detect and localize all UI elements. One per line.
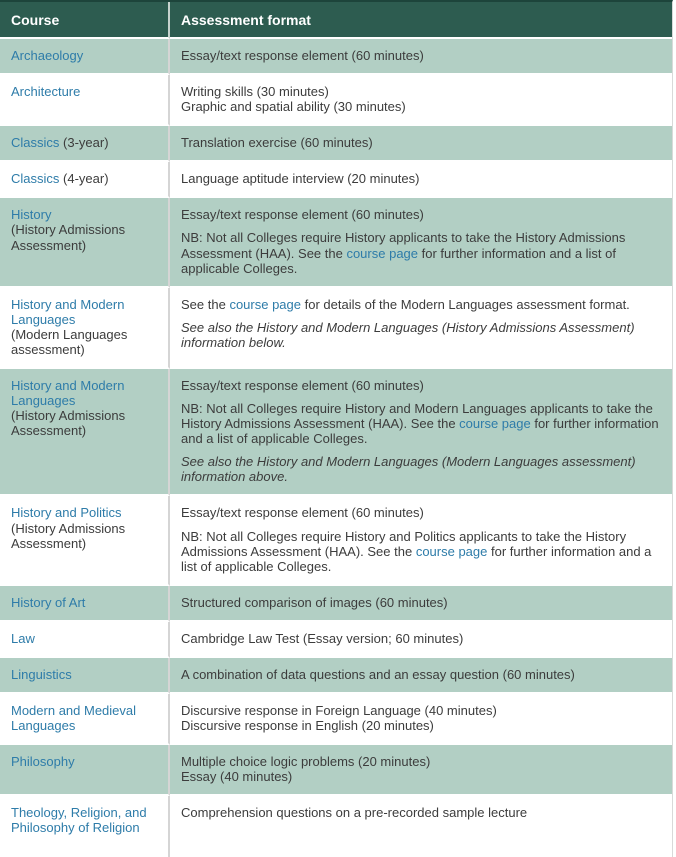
- format-text: Cambridge Law Test (Essay version; 60 minutes): [181, 630, 464, 646]
- table-row-philosophy: [0, 745, 672, 796]
- format-cell: [170, 126, 672, 162]
- course-page-link[interactable]: course page: [415, 543, 488, 559]
- course-cell: [0, 496, 170, 585]
- course-suffix: (4-year): [59, 171, 109, 187]
- course-link-archaeology[interactable]: Archaeology: [11, 48, 84, 63]
- course-suffix: (3-year): [59, 135, 109, 151]
- table-row-hml-modern-languages: [0, 288, 672, 369]
- assessment-table: [0, 2, 672, 857]
- format-text: A combination of data questions and an essay question (60 minutes): [181, 666, 575, 682]
- format-cell: [170, 162, 672, 198]
- course-cell: [0, 126, 170, 162]
- see-also-note: See also the History and Modern Languages (History Admissions Assessment) information below.: [181, 319, 635, 350]
- format-nb-text: [181, 401, 662, 446]
- format-text: Essay/text response element (60 minutes): [181, 505, 424, 521]
- format-cell: [170, 796, 672, 857]
- nb-text-after: for further information and a list of applicable Colleges.: [181, 245, 616, 276]
- table-row-theology: [0, 796, 672, 857]
- course-link-history-modern-languages[interactable]: History and Modern Languages: [11, 296, 125, 327]
- format-line-1: Writing skills (30 minutes): [181, 84, 329, 100]
- course-note: (History Admissions Assessment): [11, 408, 126, 439]
- course-cell: [0, 694, 170, 745]
- format-line-2: Discursive response in English (20 minutes): [181, 718, 434, 734]
- course-cell: [0, 796, 170, 857]
- course-link-history-of-art[interactable]: History of Art: [11, 594, 86, 610]
- course-page-link[interactable]: course page: [346, 245, 419, 261]
- format-line-1: Discursive response in Foreign Language (40 minutes): [181, 703, 497, 719]
- table-row-hml-haa: [0, 369, 672, 496]
- course-link-theology[interactable]: Theology, Religion, and Philosophy of Religion: [11, 805, 147, 836]
- format-cell: [170, 369, 672, 496]
- course-note: (Modern Languages assessment): [11, 326, 128, 357]
- course-link-philosophy[interactable]: Philosophy: [11, 754, 75, 770]
- course-link-linguistics[interactable]: Linguistics: [11, 666, 72, 682]
- format-cell: [170, 288, 672, 369]
- format-cell: [170, 75, 672, 126]
- course-link-law[interactable]: Law: [11, 630, 35, 646]
- table-row-classics-4yr: [0, 162, 672, 198]
- course-cell: [0, 162, 170, 198]
- course-note: (History Admissions Assessment): [11, 222, 126, 253]
- course-cell: [0, 622, 170, 658]
- nb-text-before: NB: Not all Colleges require History and Politics applicants to take the History Admissions Assessment (HAA). See the: [181, 528, 627, 559]
- text-before: See the: [181, 296, 230, 312]
- format-line-2: Graphic and spatial ability (30 minutes): [181, 99, 406, 115]
- table-row-classics-3yr: [0, 126, 672, 162]
- format-nb-text: [181, 529, 662, 574]
- table-row-architecture: [0, 75, 672, 126]
- format-text: Essay/text response element (60 minutes): [181, 48, 424, 63]
- format-text: Translation exercise (60 minutes): [181, 135, 373, 151]
- course-cell: [0, 39, 170, 75]
- course-cell: [0, 75, 170, 126]
- format-cell: [170, 745, 672, 796]
- format-text: Comprehension questions on a pre-recorded sample lecture: [181, 805, 528, 821]
- course-cell: [0, 288, 170, 369]
- format-nb-text: [181, 230, 662, 275]
- see-also-note: See also the History and Modern Languages (Modern Languages assessment) information above.: [181, 454, 636, 485]
- course-link-history-politics[interactable]: History and Politics: [11, 505, 122, 521]
- format-cell: [170, 39, 672, 75]
- table-row-history-of-art: [0, 586, 672, 622]
- format-cell: [170, 586, 672, 622]
- nb-text-before: NB: Not all Colleges require History and Modern Languages applicants to take the History Admissions Assessment (HAA). See the: [181, 401, 653, 432]
- table-row-history-politics: [0, 496, 672, 585]
- nb-text-after: for further information and a list of applicable Colleges.: [181, 416, 659, 447]
- assessment-format-column-header: Assessment format: [170, 2, 672, 39]
- course-link-architecture[interactable]: Architecture: [11, 84, 81, 100]
- table-row-history: [0, 198, 672, 287]
- text-after: for details of the Modern Languages assessment format.: [301, 296, 630, 312]
- table-row-linguistics: [0, 658, 672, 694]
- course-cell: [0, 658, 170, 694]
- format-cell: [170, 198, 672, 287]
- course-link-modern-medieval-languages[interactable]: Modern and Medieval Languages: [11, 703, 137, 734]
- course-page-link[interactable]: course page: [459, 416, 531, 432]
- course-page-link[interactable]: course page: [229, 296, 301, 312]
- format-cell: [170, 658, 672, 694]
- format-line-2: Essay (40 minutes): [181, 769, 293, 785]
- course-cell: [0, 369, 170, 496]
- course-link-history-modern-languages[interactable]: History and Modern Languages: [11, 378, 125, 409]
- course-cell: [0, 745, 170, 796]
- format-text: Essay/text response element (60 minutes): [181, 207, 424, 223]
- format-text: Language aptitude interview (20 minutes): [181, 171, 420, 187]
- format-text: Structured comparison of images (60 minutes): [181, 594, 448, 610]
- nb-text-after: for further information and a list of applicable Colleges.: [181, 543, 652, 574]
- course-link-classics[interactable]: Classics: [11, 135, 60, 151]
- course-cell: [0, 198, 170, 287]
- course-note: (History Admissions Assessment): [11, 520, 126, 551]
- course-column-header: Course: [0, 2, 170, 39]
- table-row-law: [0, 622, 672, 658]
- table-header-row: [0, 2, 672, 39]
- nb-text-before: NB: Not all Colleges require History applicants to take the History Admissions Assessment (HAA). See the: [181, 230, 626, 261]
- format-cell: [170, 694, 672, 745]
- course-link-history[interactable]: History: [11, 207, 52, 223]
- table-row-archaeology: [0, 39, 672, 75]
- table-row-mml: [0, 694, 672, 745]
- format-line-1: Multiple choice logic problems (20 minutes): [181, 754, 431, 770]
- format-cell: [170, 622, 672, 658]
- format-cell: [170, 496, 672, 585]
- format-text: Essay/text response element (60 minutes): [181, 378, 424, 394]
- course-link-classics[interactable]: Classics: [11, 171, 60, 187]
- format-text: [181, 297, 662, 312]
- course-cell: [0, 586, 170, 622]
